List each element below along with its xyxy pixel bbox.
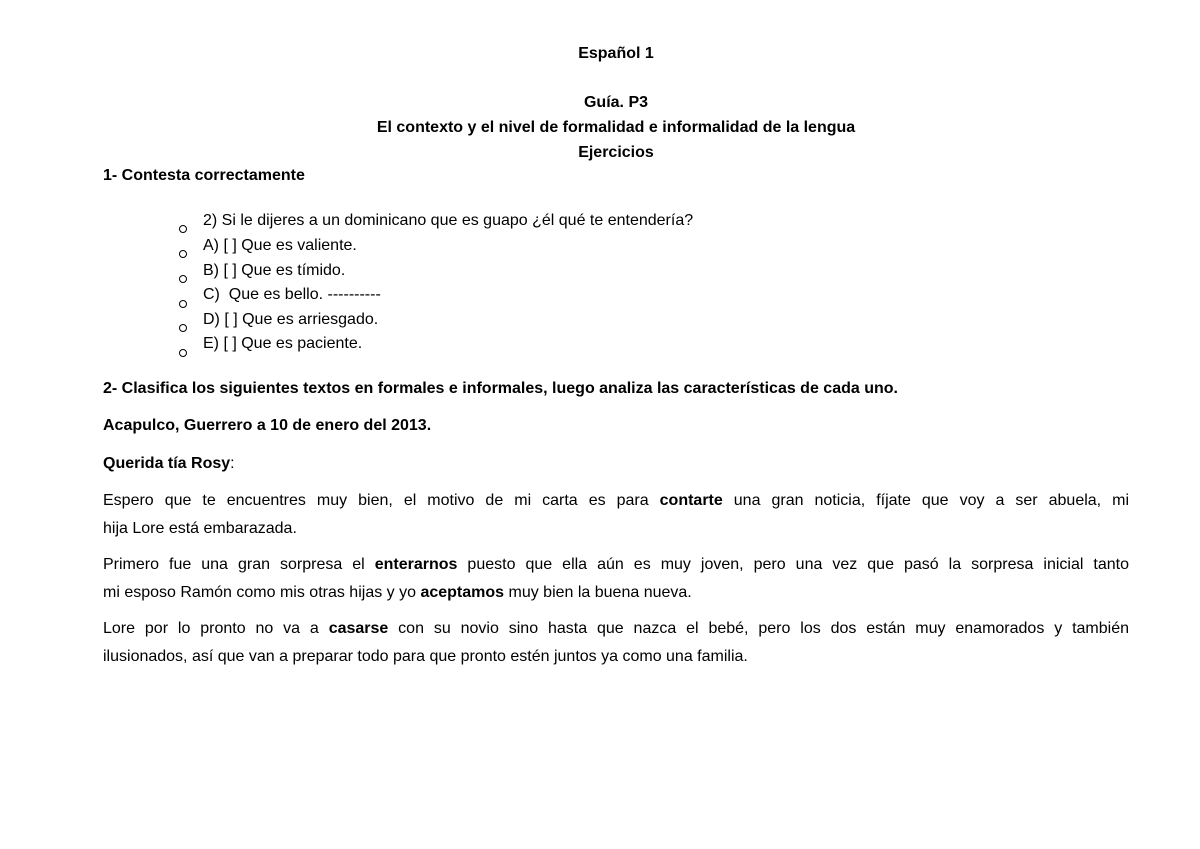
letter-paragraph-2 xyxy=(103,551,1129,607)
bullet-icon xyxy=(179,270,187,288)
question-1-title: 1- Contesta correctamente xyxy=(103,167,305,184)
paragraph-line xyxy=(103,615,1129,643)
text-run: Primero fue una gran sorpresa el xyxy=(103,556,375,573)
text-run: Espero que te encuentres muy bien, el motivo de mi carta es para xyxy=(103,492,660,509)
bold-word: contarte xyxy=(659,492,723,509)
option-b: B) [ ] Que es tímido. xyxy=(203,262,346,279)
text-run: una gran noticia, fíjate que voy a ser abuela, mi xyxy=(722,492,1130,509)
bullet-icon xyxy=(179,344,187,362)
option-c: C) Que es bello. ---------- xyxy=(203,286,381,303)
paragraph-line xyxy=(103,579,1129,607)
greeting-colon: : xyxy=(230,455,235,472)
option-e: E) [ ] Que es paciente. xyxy=(203,335,363,352)
bullet-icon xyxy=(179,319,187,337)
bold-word: enterarnos xyxy=(374,556,458,573)
bullet-icon xyxy=(179,295,187,313)
letter-paragraph-3 xyxy=(103,615,1129,671)
paragraph-line xyxy=(103,551,1129,579)
paragraph-line xyxy=(103,487,1129,515)
option-d: D) [ ] Que es arriesgado. xyxy=(203,311,379,328)
question-2-title: 2- Clasifica los siguientes textos en formales e informales, luego analiza las características de cada uno. xyxy=(103,380,898,397)
letter-greeting xyxy=(103,455,235,473)
section-title: Ejercicios xyxy=(578,144,654,161)
letter-place-date: Acapulco, Guerrero a 10 de enero del 2013. xyxy=(103,417,432,434)
text-run: muy bien la buena nueva. xyxy=(504,584,692,601)
paragraph-line: ilusionados, así que van a preparar todo para que pronto estén juntos ya como una familia. xyxy=(103,648,748,665)
greeting-name: Querida tía Rosy xyxy=(103,455,231,472)
text-run: con su novio sino hasta que nazca el bebé, pero los dos están muy enamorados y también xyxy=(388,620,1129,637)
text-run: mi esposo Ramón como mis otras hijas y yo xyxy=(103,584,421,601)
bullet-icon xyxy=(179,245,187,263)
bullet-icon xyxy=(179,220,187,238)
guide-title: Guía. P3 xyxy=(583,94,649,111)
letter-paragraph-1 xyxy=(103,487,1129,543)
topic-title: El contexto y el nivel de formalidad e informalidad de la lengua xyxy=(376,119,856,136)
text-run: puesto que ella aún es muy joven, pero una vez que pasó la sorpresa inicial tanto xyxy=(457,556,1130,573)
bold-word: casarse xyxy=(328,620,389,637)
text-run: Lore por lo pronto no va a xyxy=(103,620,329,637)
option-a: A) [ ] Que es valiente. xyxy=(203,237,357,254)
bold-word: aceptamos xyxy=(420,584,505,601)
paragraph-line: hija Lore está embarazada. xyxy=(103,520,297,537)
course-title: Español 1 xyxy=(578,45,654,62)
question-prompt: 2) Si le dijeres a un dominicano que es guapo ¿él qué te entendería? xyxy=(203,212,694,229)
